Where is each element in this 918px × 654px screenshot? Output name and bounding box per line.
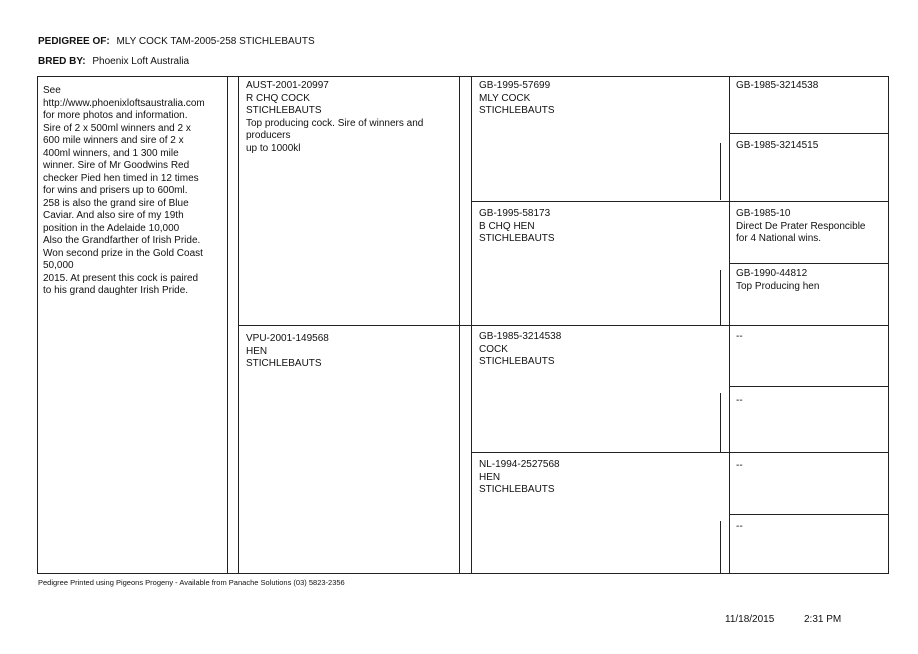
connector-tick [720,521,721,574]
printed-by-note: Pedigree Printed using Pigeons Progeny - Available from Panache Solutions (03) 5823-2356 [38,578,345,587]
bred-by-label: BRED BY: [38,56,86,67]
bred-by-line [38,56,189,67]
pedigree-of-label: PEDIGREE OF: [38,36,110,47]
great-grandparent-entry: GB-1985-10 Direct De Prater Responcible for 4 National wins. [736,208,866,244]
sire-entry: AUST-2001-20997 R CHQ COCK STICHLEBAUTS Top producing cock. Sire of winners and producers up to 1000kl [246,80,424,154]
row-divider [729,386,889,387]
dam-entry: VPU-2001-149568 HEN STICHLEBAUTS [246,333,329,369]
pedigree-of-value: MLY COCK TAM-2005-258 STICHLEBAUTS [116,36,315,47]
print-date: 11/18/2015 [725,614,775,625]
row-divider [471,201,889,202]
granddam-maternal-entry: NL-1994-2527568 HEN STICHLEBAUTS [479,459,560,495]
great-grandparent-entry: -- [736,395,743,406]
great-grandparent-entry: GB-1990-44812 Top Producing hen [736,268,820,292]
row-divider [471,452,889,453]
row-divider [238,325,889,326]
row-divider [729,133,889,134]
granddam-paternal-entry: GB-1995-58173 B CHQ HEN STICHLEBAUTS [479,208,555,244]
great-grandparent-entry: GB-1985-3214515 [736,140,819,151]
great-grandparent-entry: GB-1985-3214538 [736,80,819,91]
connector-tick [720,393,721,452]
great-grandparent-entry: -- [736,331,743,342]
grandsire-maternal-entry: GB-1985-3214538 COCK STICHLEBAUTS [479,331,562,367]
column-divider [227,76,228,574]
row-divider [729,514,889,515]
print-time: 2:31 PM [804,614,842,625]
connector-tick [720,143,721,200]
connector-tick [720,270,721,325]
subject-notes: See http://www.phoenixloftsaustralia.com for more photos and information. Sire of 2 x 500ml winners and 2 x 600 mile winners and sire of 2 x 400ml winners, and 1 300 mile winner. Sire of Mr Goodwins Red checker Pied hen timed in 12 times for wins and prisers up to 600ml. 258 is also the grand sire of Blue Caviar. And also sire of my 19th position in the Adelaide 10,000 Also the Grandfarther of Irish Pride. Won second prize in the Gold Coast 50,000 2015. At present this cock is paired to his grand daughter Irish Pride. [43,85,205,296]
row-divider [729,263,889,264]
bred-by-value: Phoenix Loft Australia [92,56,190,67]
grandsire-paternal-entry: GB-1995-57699 MLY COCK STICHLEBAUTS [479,80,555,116]
pedigree-of-line [38,36,315,47]
great-grandparent-entry: -- [736,521,743,532]
great-grandparent-entry: -- [736,460,743,471]
